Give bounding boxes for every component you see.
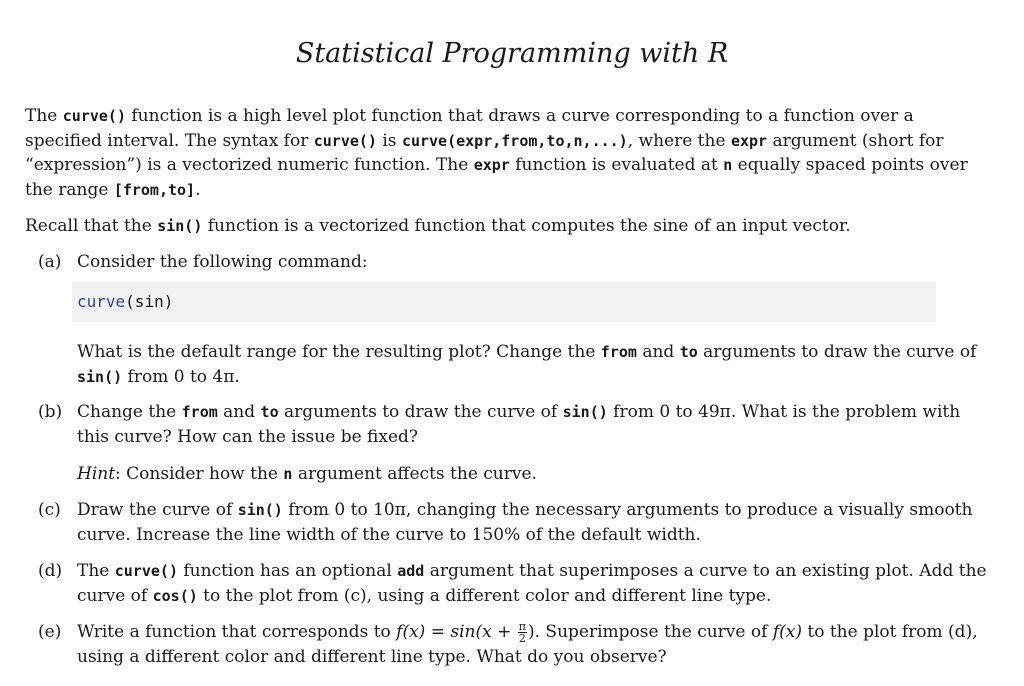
question-a-followup: What is the default range for the resulting plot? Change the from and to arguments to draw the curve of sin() from 0 to 4π. (77, 342, 977, 387)
question-d: (d) The curve() function has an optional add argument that superimposes a curve to an existing plot. Add the curve of cos() to the plot from (c), using a different color and different line type. (38, 561, 987, 606)
question-label: (b) (38, 402, 63, 422)
question-label: (c) (38, 500, 61, 520)
question-label: (e) (38, 622, 62, 642)
question-label: (d) (38, 561, 63, 581)
question-b: (b) Change the from and to arguments to draw the curve of sin() from 0 to 49π. What is the problem with this curve? How can the issue be fixed? (38, 402, 961, 447)
question-a (38, 250, 988, 275)
math-fraction: $\frac{\pi}{2}$ (518, 620, 526, 645)
hint-label: Hint (77, 464, 116, 484)
intro-paragraph: The curve() function is a high level plot function that draws a curve corresponding to a function over a specified interval. The syntax for curve() is curve(expr,from,to,n,...), where the expr argument (short for “expression”) is a vectorized numeric function. The expr function is evaluated at n equally spaced points over the range [from,to]. (25, 106, 968, 200)
math-expression: f(x) = sin(x + (396, 622, 517, 642)
question-c: (c) Draw the curve of sin() from 0 to 10π, changing the necessary arguments to produce a visually smooth curve. Increase the line width of the curve to 150% of the default width. (38, 500, 973, 545)
question-label: (a) (38, 252, 62, 272)
question-b-hint: Hint: Consider how the n argument affects the curve. (77, 464, 537, 484)
recall-paragraph: Recall that the sin() function is a vectorized function that computes the sine of an input vector. (25, 216, 851, 236)
code-line: curve(sin) (77, 292, 174, 311)
code-block (72, 282, 936, 322)
question-e: (e) Write a function that corresponds to f(x) = sin(x + $\frac{\pi}{2}$ ). Superimpose the curve of f(x) to the plot from (d), using a different color and different line type. What do you observe? (38, 620, 978, 667)
question-text: Consider the following command: (77, 252, 368, 272)
math-expression: f(x) (772, 622, 802, 642)
page-title: Statistical Programming with R (295, 38, 729, 69)
